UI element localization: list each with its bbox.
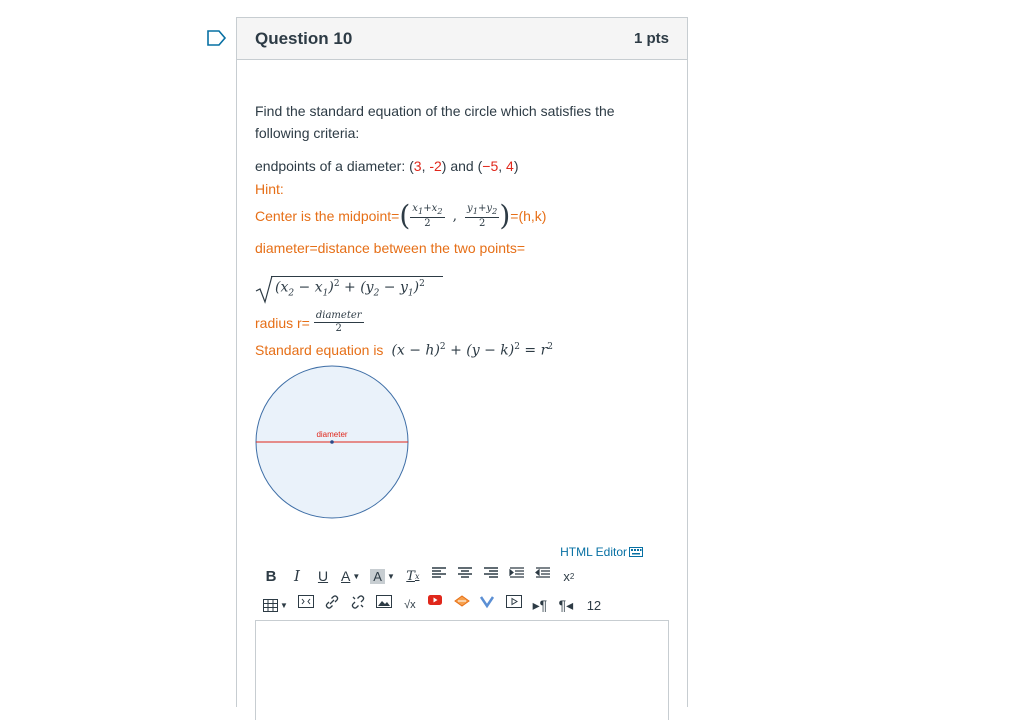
unlink-icon[interactable] bbox=[350, 595, 366, 615]
question-prompt: Find the standard equation of the circle which satisfies the following criteria: bbox=[255, 103, 615, 141]
table-button[interactable]: ▼ bbox=[263, 595, 288, 615]
keyboard-icon bbox=[629, 547, 643, 557]
superscript-button[interactable]: x 2 bbox=[563, 568, 575, 584]
midpoint-y-fraction: $\frac{y_1+y_2}{2}$ bbox=[467, 202, 498, 229]
html-editor-label: HTML Editor bbox=[560, 545, 627, 559]
midpoint-x-fraction: $\frac{x_1+x_2}{2}$ bbox=[412, 202, 443, 229]
endpoint1-y: -2 bbox=[429, 158, 442, 174]
clear-formatting-button[interactable]: T x bbox=[406, 568, 420, 584]
link-icon[interactable] bbox=[324, 595, 340, 615]
circle-diameter-label: diameter bbox=[316, 430, 348, 439]
standard-label: Standard equation is bbox=[255, 342, 384, 359]
align-right-icon[interactable] bbox=[483, 566, 499, 586]
flag-question-icon[interactable] bbox=[207, 30, 227, 46]
media-embed-icon[interactable] bbox=[298, 595, 314, 615]
close-paren: ) bbox=[499, 199, 511, 232]
center-result: =(h,k) bbox=[510, 208, 547, 224]
table-icon bbox=[263, 599, 278, 612]
radius-fraction: $\frac{\text{diameter}}{2}$ bbox=[315, 310, 362, 334]
question-card: Question 10 1 pts Find the standard equation of the circle which satisfies the following criteria: endpoints of a diameter: (3, -2) and (−5, 4) Hint: Center is the midpoint= ( $\frac{x_1+x_2}{2}$ , $\frac{y_1+y_2}{2}$ ) =(h,k) diameter=distance between the two points= $(x_2 - x_1)^2 + (y_2 - y_1)^2$ radius r= $\frac{\text{diameter}}{2}$ Standard equation is $(x - h)^2 + (y - k)^2 = r^2$ diameter HTML Editor B I U A ▼ A ▼ T x x 2 ▼ √x ▸¶ ¶◂ 12 bbox=[236, 17, 688, 707]
endpoints-label: endpoints of a diameter: ( bbox=[255, 158, 414, 174]
background-color-button[interactable]: A ▼ bbox=[370, 566, 395, 586]
radius-label: radius r= bbox=[255, 314, 310, 331]
diameter-label: diameter=distance between the two points= bbox=[255, 240, 526, 256]
question-points: 1 pts bbox=[633, 30, 669, 47]
standard-equation-line bbox=[255, 342, 553, 359]
video-icon[interactable] bbox=[506, 595, 522, 615]
standard-equation: $(x - h)^2 + (y - k)^2 = r^2$ bbox=[391, 342, 554, 359]
editor-toolbar-row-1 bbox=[263, 566, 587, 586]
sqrt-symbol-icon bbox=[255, 274, 273, 304]
endpoint2-y: 4 bbox=[506, 158, 514, 174]
align-center-icon[interactable] bbox=[457, 566, 473, 586]
editor-toolbar-row-2 bbox=[263, 595, 612, 615]
outdent-icon[interactable] bbox=[535, 566, 551, 586]
center-line: Center is the midpoint= ( $\frac{x_1+x_2}{2}$ , $\frac{y_1+y_2}{2}$ ) =(h,k) bbox=[255, 199, 547, 232]
apps-icon[interactable] bbox=[454, 595, 470, 615]
font-size-value[interactable]: 12 bbox=[586, 597, 602, 613]
circle-diagram bbox=[255, 365, 411, 521]
endpoint1-x: 3 bbox=[413, 158, 422, 174]
question-header bbox=[237, 18, 687, 60]
image-icon[interactable] bbox=[376, 595, 392, 615]
hint-label: Hint: bbox=[255, 181, 284, 197]
align-left-icon[interactable] bbox=[431, 566, 447, 586]
underline-button[interactable]: U bbox=[317, 568, 329, 584]
text-color-button[interactable]: A ▼ bbox=[341, 568, 361, 584]
youtube-icon[interactable] bbox=[428, 595, 444, 615]
center-label: Center is the midpoint= bbox=[255, 208, 400, 224]
endpoints-line: endpoints of a diameter: (3, -2) and (−5, 4) bbox=[255, 158, 519, 174]
indent-icon[interactable] bbox=[509, 566, 525, 586]
open-paren: ( bbox=[399, 199, 411, 232]
italic-button[interactable]: I bbox=[294, 567, 300, 585]
ltr-direction-button[interactable]: ▸¶ bbox=[532, 596, 548, 613]
vimeo-v-icon[interactable] bbox=[480, 595, 496, 615]
radius-line bbox=[255, 310, 364, 335]
html-editor-link[interactable] bbox=[560, 545, 643, 559]
answer-editor-textarea[interactable] bbox=[255, 620, 669, 720]
equation-button[interactable]: √x bbox=[404, 599, 416, 611]
question-title: Question 10 bbox=[255, 28, 353, 48]
rtl-direction-button[interactable]: ¶◂ bbox=[558, 596, 574, 613]
bold-button[interactable]: B bbox=[265, 567, 277, 585]
endpoint2-x: −5 bbox=[482, 158, 499, 174]
